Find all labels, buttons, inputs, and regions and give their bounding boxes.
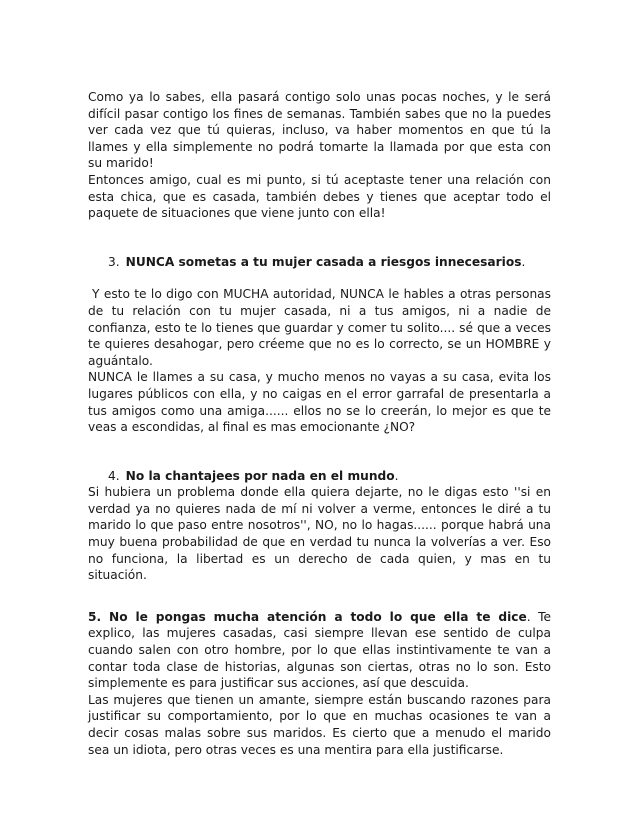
section-4-title: No la chantajees por nada en el mundo: [125, 468, 395, 483]
paragraph-intro-1: Como ya lo sabes, ella pasará contigo solo unas pocas noches, y le será difícil pasar contigo los fines de semanas. También sabes que no la puedes ver cada vez que tú quieras, incluso, va haber momentos en que tú la llames y ella simplemente no podrá tomarte la llamada por que esta con su marido!: [88, 90, 551, 171]
section-3-heading: [88, 254, 551, 271]
section-3-title: NUNCA sometas a tu mujer casada a riesgos innecesarios: [125, 254, 522, 269]
section-3-paragraph-1-text: Y esto te lo digo con MUCHA autoridad, NUNCA le hables a otras personas de tu relación con tu mujer casada, ni a tus amigos, ni a nadie de confianza, esto te lo tienes que guardar y comer tu solito.... sé que a veces te quieres desahogar, pero créeme que no es lo correcto, se un HOMBRE y aguántalo.: [88, 287, 551, 368]
section-4-paragraph-1: Si hubiera un problema donde ella quiera dejarte, no le digas esto ''si en verdad ya no quieres nada de mí ni volver a verme, entonces le diré a tu marido lo que paso entre nosotros'', NO, no lo hagas...... porque habrá una muy buena probabilidad de que en verdad tu nunca la volverías a ver. Eso no funciona, la libertad es un derecho de cada quien, y mas en tu situación.: [88, 485, 551, 583]
section-5-title-end: .: [526, 609, 531, 624]
section-3-paragraph-2: NUNCA le llames a su casa, y mucho menos no vayas a su casa, evita los lugares públicos con ella, y no caigas en el error garrafal de presentarla a tus amigos como una amiga...... ellos no se lo creerán, lo mejor es que te veas a escondidas, al final es mas emocionante ¿NO?: [88, 370, 551, 435]
section-5-paragraph-1-text: Te explico, las mujeres casadas, casi siempre llevan ese sentido de culpa cuando salen con otro hombre, por lo que ellas instintivamente te van a contar toda clase de historias, algunas son ciertas, otras no lo son. Esto simplemente es para justificar sus acciones, así que descuida.: [88, 609, 551, 691]
section-5-title: 5. No le pongas mucha atención a todo lo que ella te dice: [88, 609, 527, 624]
section-4-title-end: .: [394, 468, 399, 483]
paragraph-intro-2: Entonces amigo, cual es mi punto, si tú aceptaste tener una relación con esta chica, que es casada, también debes y tienes que aceptar todo el paquete de situaciones que viene junto con ella!: [88, 172, 551, 221]
section-5-paragraph-1: [88, 609, 551, 692]
section-3-paragraph-1: [88, 286, 551, 369]
section-3-title-end: .: [521, 254, 526, 269]
section-3-number: 3.: [108, 254, 120, 269]
section-4-number: 4.: [108, 468, 120, 483]
section-4-heading: [88, 468, 551, 485]
section-5-paragraph-2: Las mujeres que tienen un amante, siempre están buscando razones para justificar su comportamiento, por lo que en muchas ocasiones te van a decir cosas malas sobre sus maridos. Es cierto que a menudo el marido sea un idiota, pero otras veces es una mentira para ella justificarse.: [88, 692, 551, 757]
document-page: [88, 89, 551, 758]
